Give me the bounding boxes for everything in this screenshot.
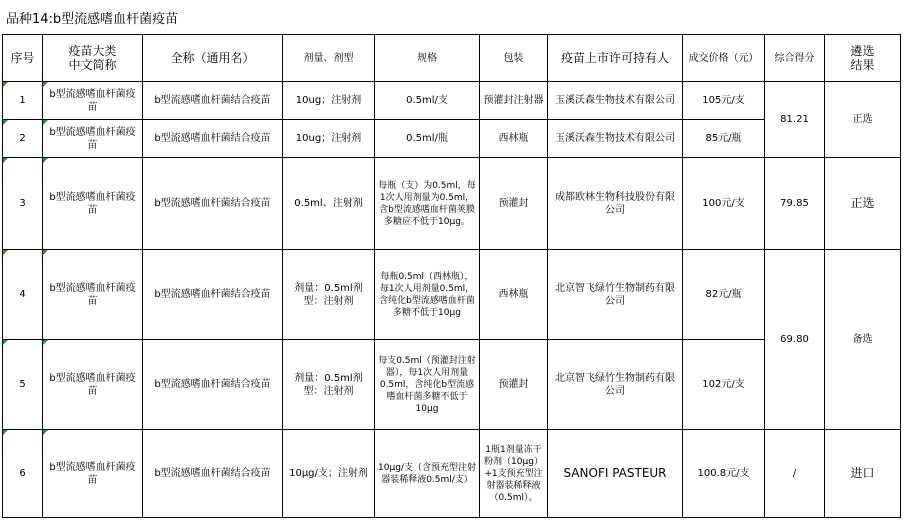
cell-score: /	[765, 430, 825, 518]
header-result-line2: 结果	[850, 58, 875, 72]
cell-full-name: b型流感嗜血杆菌结合疫苗	[143, 120, 283, 158]
cell-result: 正选	[825, 158, 901, 250]
table-row	[3, 82, 901, 120]
cell-no: 1	[3, 82, 43, 120]
header-score: 综合得分	[765, 35, 825, 82]
table-row	[3, 158, 901, 250]
header-dosage: 剂量、剂型	[283, 35, 375, 82]
cell-spec: 每支0.5ml（预灌封注射器），每1次人用剂量0.5ml，含纯化b型流感嗜血杆菌多糖不低于10μg	[375, 340, 480, 430]
cell-full-name: b型流感嗜血杆菌结合疫苗	[143, 340, 283, 430]
header-category	[43, 35, 143, 82]
cell-no: 5	[3, 340, 43, 430]
cell-holder: 北京智飞绿竹生物制药有限公司	[548, 250, 683, 340]
cell-no: 4	[3, 250, 43, 340]
cell-spec: 每瓶（支）为0.5ml，每1次人用剂量为0.5ml，含b型流感嗜血杆菌荚膜多糖应不低于10μg。	[375, 158, 480, 250]
cell-package: 1瓶1剂量冻干粉剂（10μg）+1支预充型注射器装稀释液（0.5ml）。	[480, 430, 548, 518]
cell-result: 进口	[825, 430, 901, 518]
header-category-line1: 疫苗大类	[68, 44, 117, 58]
vaccine-table	[2, 34, 901, 518]
table-row	[3, 430, 901, 518]
cell-dosage: 剂量：0.5ml剂型：注射剂	[283, 340, 375, 430]
header-result-line1: 遴选	[850, 44, 875, 58]
header-spec: 规格	[375, 35, 480, 82]
cell-result: 正选	[825, 82, 901, 158]
cell-package: 预灌封	[480, 158, 548, 250]
cell-category: b型流感嗜血杆菌疫苗	[43, 120, 143, 158]
cell-full-name: b型流感嗜血杆菌结合疫苗	[143, 82, 283, 120]
cell-package: 西林瓶	[480, 120, 548, 158]
cell-dosage: 剂量：0.5ml剂型：注射剂	[283, 250, 375, 340]
cell-category: b型流感嗜血杆菌疫苗	[43, 158, 143, 250]
cell-holder: 玉溪沃森生物技术有限公司	[548, 82, 683, 120]
cell-no: 6	[3, 430, 43, 518]
cell-dosage: 0.5ml、注射剂	[283, 158, 375, 250]
cell-price: 102元/支	[683, 340, 765, 430]
header-full-name: 全称（通用名）	[143, 35, 283, 82]
header-row	[3, 35, 901, 82]
cell-dosage: 10μg/支；注射剂	[283, 430, 375, 518]
cell-price: 100元/支	[683, 158, 765, 250]
cell-holder: SANOFI PASTEUR	[548, 430, 683, 518]
header-holder: 疫苗上市许可持有人	[548, 35, 683, 82]
cell-spec: 每瓶0.5ml（西林瓶），每1次人用剂量0.5ml，含纯化b型流感嗜血杆菌多糖不低于10μg	[375, 250, 480, 340]
header-category-line2: 中文简称	[68, 58, 117, 72]
cell-package: 预灌封注射器	[480, 82, 548, 120]
cell-holder: 北京智飞绿竹生物制药有限公司	[548, 340, 683, 430]
cell-no: 2	[3, 120, 43, 158]
cell-category: b型流感嗜血杆菌疫苗	[43, 430, 143, 518]
cell-score: 79.85	[765, 158, 825, 250]
cell-package: 预灌封	[480, 340, 548, 430]
cell-category: b型流感嗜血杆菌疫苗	[43, 340, 143, 430]
cell-full-name: b型流感嗜血杆菌结合疫苗	[143, 158, 283, 250]
cell-holder: 成都欧林生物科技股份有限公司	[548, 158, 683, 250]
table-row	[3, 250, 901, 340]
cell-price: 105元/支	[683, 82, 765, 120]
header-no: 序号	[3, 35, 43, 82]
cell-price: 100.8元/支	[683, 430, 765, 518]
header-result	[825, 35, 901, 82]
header-package: 包装	[480, 35, 548, 82]
cell-score: 81.21	[765, 82, 825, 158]
cell-spec: 0.5ml/支	[375, 82, 480, 120]
cell-dosage: 10ug；注射剂	[283, 120, 375, 158]
cell-price: 82元/瓶	[683, 250, 765, 340]
cell-package: 西林瓶	[480, 250, 548, 340]
header-price: 成交价格（元）	[683, 35, 765, 82]
cell-holder: 玉溪沃森生物技术有限公司	[548, 120, 683, 158]
cell-result: 备选	[825, 250, 901, 430]
cell-score: 69.80	[765, 250, 825, 430]
cell-dosage: 10ug；注射剂	[283, 82, 375, 120]
cell-spec: 10μg/支（含预充型注射器装稀释液0.5ml/支）	[375, 430, 480, 518]
cell-spec: 0.5ml/瓶	[375, 120, 480, 158]
cell-no: 3	[3, 158, 43, 250]
cell-full-name: b型流感嗜血杆菌结合疫苗	[143, 250, 283, 340]
cell-full-name: b型流感嗜血杆菌结合疫苗	[143, 430, 283, 518]
page-title: 品种14:b型流感嗜血杆菌疫苗	[6, 12, 179, 27]
cell-category: b型流感嗜血杆菌疫苗	[43, 250, 143, 340]
cell-category: b型流感嗜血杆菌疫苗	[43, 82, 143, 120]
cell-price: 85元/瓶	[683, 120, 765, 158]
